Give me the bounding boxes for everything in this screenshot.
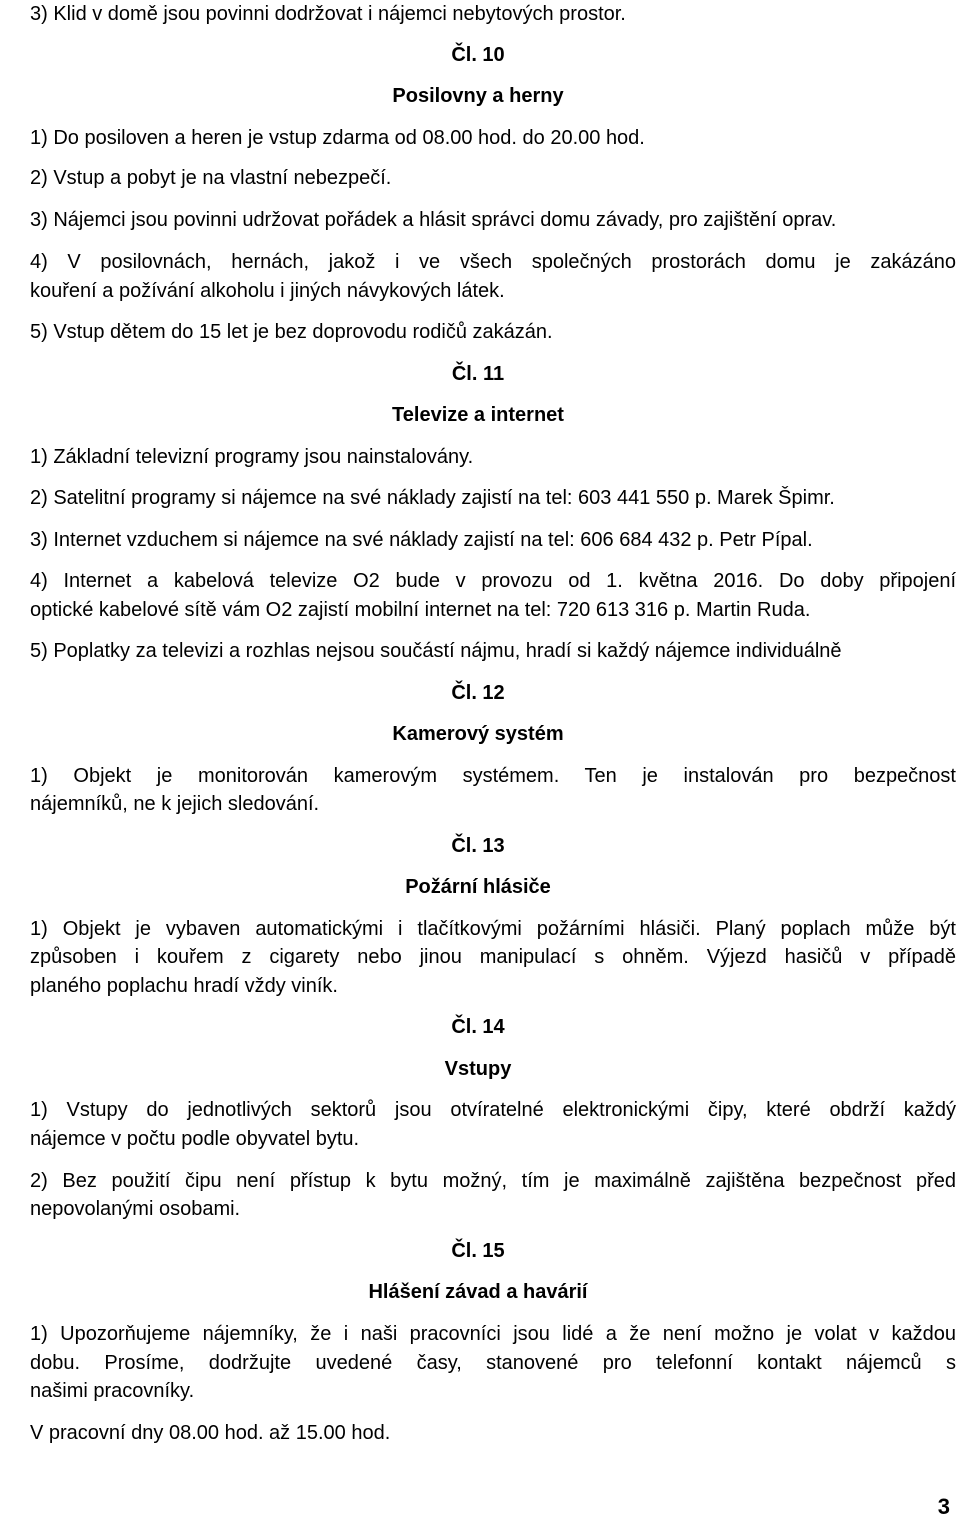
paragraph-line: planého poplachu hradí vždy viník. bbox=[30, 975, 338, 997]
paragraph-line: kouření a požívání alkoholu i jiných návykových látek. bbox=[30, 280, 505, 302]
paragraph-line: 1) Do posiloven a heren je vstup zdarma od 08.00 hod. do 20.00 hod. bbox=[30, 127, 645, 149]
paragraph-line: 2) Satelitní programy si nájemce na své náklady zajistí na tel: 603 441 550 p. Marek Špimr. bbox=[30, 487, 835, 509]
paragraph-line: 1) Vstupy do jednotlivých sektorů jsou otvíratelné elektronickými čipy, které obdrží každý bbox=[30, 1099, 956, 1121]
paragraph-line: 3) Internet vzduchem si nájemce na své náklady zajistí na tel: 606 684 432 p. Petr Pípal. bbox=[30, 529, 813, 551]
paragraph-line: 1) Objekt je monitorován kamerovým systémem. Ten je instalován pro bezpečnost bbox=[30, 765, 956, 787]
paragraph-line: 4) V posilovnách, hernách, jakož i ve všech společných prostorách domu je zakázáno bbox=[30, 251, 956, 273]
paragraph-line: dobu. Prosíme, dodržujte uvedené časy, stanovené pro telefonní kontakt nájemců s bbox=[30, 1352, 956, 1374]
paragraph-line: 5) Vstup dětem do 15 let je bez doprovodu rodičů zakázán. bbox=[30, 321, 553, 343]
page-number: 3 bbox=[937, 1494, 950, 1519]
paragraph-line: 1) Upozorňujeme nájemníky, že i naši pracovníci jsou lidé a že není možno je volat v každou bbox=[30, 1323, 956, 1345]
article-title: Televize a internet bbox=[392, 404, 564, 426]
paragraph-line: nepovolanými osobami. bbox=[30, 1198, 241, 1220]
paragraph-line: 5) Poplatky za televizi a rozhlas nejsou součástí nájmu, hradí si každý nájemce individuálně bbox=[30, 640, 842, 662]
paragraph-line: našimi pracovníky. bbox=[30, 1380, 195, 1402]
article-number: Čl. 15 bbox=[451, 1240, 505, 1262]
paragraph-line: 1) Objekt je vybaven automatickými i tlačítkovými požárními hlásiči. Planý poplach může být bbox=[30, 918, 956, 940]
article-number: Čl. 10 bbox=[451, 44, 505, 66]
article-title: Hlášení závad a havárií bbox=[368, 1281, 588, 1303]
paragraph-line: způsoben i kouřem z cigarety nebo jinou manipulací s ohněm. Výjezd hasičů v případě bbox=[30, 946, 956, 968]
paragraph-line: 4) Internet a kabelová televize O2 bude v provozu od 1. května 2016. Do doby připojení bbox=[30, 570, 956, 592]
paragraph-line: 2) Vstup a pobyt je na vlastní nebezpečí. bbox=[30, 167, 392, 189]
article-number: Čl. 13 bbox=[451, 835, 505, 857]
article-number: Čl. 12 bbox=[451, 682, 505, 704]
article-title: Vstupy bbox=[444, 1058, 512, 1080]
paragraph-line: nájemce v počtu podle obyvatel bytu. bbox=[30, 1128, 360, 1150]
article-title: Požární hlásiče bbox=[405, 876, 551, 898]
paragraph-line: 2) Bez použití čipu není přístup k bytu možný, tím je maximálně zajištěna bezpečnost před bbox=[30, 1170, 956, 1192]
article-number: Čl. 14 bbox=[451, 1016, 505, 1038]
article-number: Čl. 11 bbox=[451, 363, 505, 385]
article-title: Posilovny a herny bbox=[392, 85, 564, 107]
paragraph-line: 3) Klid v domě jsou povinni dodržovat i nájemci nebytových prostor. bbox=[30, 3, 626, 25]
paragraph-line: 3) Nájemci jsou povinni udržovat pořádek a hlásit správci domu závady, pro zajištění oprav. bbox=[30, 209, 837, 231]
article-title: Kamerový systém bbox=[392, 723, 564, 745]
paragraph-line: V pracovní dny 08.00 hod. až 15.00 hod. bbox=[30, 1422, 391, 1444]
paragraph-line: nájemníků, ne k jejich sledování. bbox=[30, 793, 320, 815]
paragraph-line: 1) Základní televizní programy jsou nainstalovány. bbox=[30, 446, 474, 468]
paragraph-line: optické kabelové sítě vám O2 zajistí mobilní internet na tel: 720 613 316 p. Martin Ruda. bbox=[30, 599, 811, 621]
